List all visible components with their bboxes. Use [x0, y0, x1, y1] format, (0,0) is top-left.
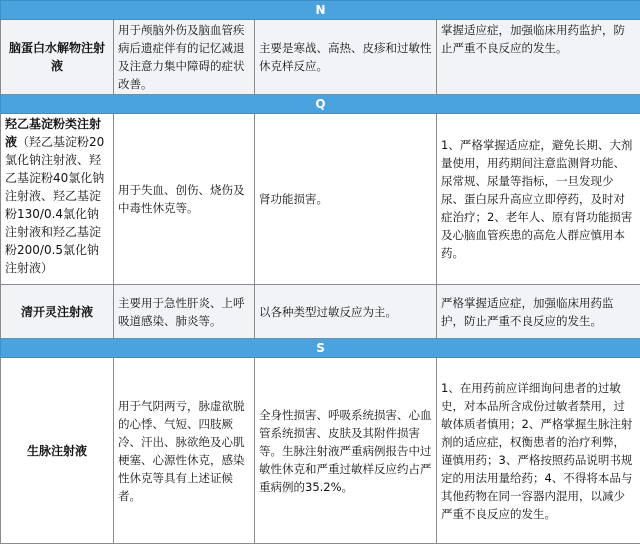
- table-row: [1, 358, 640, 544]
- drug-name: 生脉注射液: [1, 358, 114, 544]
- table-row: [1, 20, 640, 95]
- adverse-reaction-cell: 肾功能损害。: [255, 114, 437, 285]
- advice-cell: 严格掌握适应症，加强临床用药监护，防止严重不良反应的发生。: [437, 285, 640, 339]
- drug-name: 清开灵注射液: [1, 285, 114, 339]
- adverse-reaction-cell: 主要是寒战、高热、皮疹和过敏性休克样反应。: [255, 20, 437, 95]
- advice-cell: 掌握适应症，加强临床用药监护，防止严重不良反应的发生。: [437, 20, 640, 95]
- section-letter: Q: [1, 95, 640, 114]
- drug-name: 羟乙基淀粉类注射液: [5, 117, 102, 149]
- section-header-q: [1, 95, 640, 114]
- advice-cell: 1、在用药前应详细询问患者的过敏史，对本品所含成份过敏者禁用，过敏体质者慎用；2、严格掌握生脉注射剂的适应症，权衡患者的治疗利弊，谨慎用药；3、严格按照药品说明书规定的用法用量给药；4、不得将本品与其他药物在同一容器内混用，以减少严重不良反应的发生。: [437, 358, 640, 544]
- adverse-reaction-cell: 全身性损害、呼吸系统损害、心血管系统损害、皮肤及其附件损害等。生脉注射液严重病例报告中过敏性休克和严重过敏样反应约占严重病例的35.2%。: [255, 358, 437, 544]
- section-letter: S: [1, 339, 640, 358]
- table-row: [1, 114, 640, 285]
- advice-cell: 1、严格掌握适应症，避免长期、大剂量使用，用药期间注意监测肾功能、尿常规、尿量等指标，一旦发现少尿、蛋白尿升高应立即停药，及时对症治疗；2、老年人、原有肾功能损害及心脑血管疾患的高危人群应慎用本药。: [437, 114, 640, 285]
- indication-cell: 主要用于急性肝炎、上呼吸道感染、肺炎等。: [114, 285, 255, 339]
- drug-name: 脑蛋白水解物注射液: [1, 20, 114, 95]
- section-letter: N: [1, 1, 640, 20]
- indication-cell: 用于气阴两亏，脉虚欲脱的心悸、气短、四肢厥冷、汗出、脉欲绝及心肌梗塞、心源性休克，感染性休克等具有上述证候者。: [114, 358, 255, 544]
- section-header-s: [1, 339, 640, 358]
- adverse-reaction-cell: 以各种类型过敏反应为主。: [255, 285, 437, 339]
- section-header-n: [1, 1, 640, 20]
- indication-cell: 用于颅脑外伤及脑血管疾病后遗症伴有的记忆减退及注意力集中障碍的症状改善。: [114, 20, 255, 95]
- table-row: [1, 285, 640, 339]
- indication-cell: 用于失血、创伤、烧伤及中毒性休克等。: [114, 114, 255, 285]
- drug-name-detail: （羟乙基淀粉20氯化钠注射液、羟乙基淀粉40氯化钠注射液、羟乙基淀粉130/0.4氯化钠注射液和羟乙基淀粉200/0.5氯化钠注射液）: [5, 135, 105, 275]
- drug-name-cell: [1, 114, 114, 285]
